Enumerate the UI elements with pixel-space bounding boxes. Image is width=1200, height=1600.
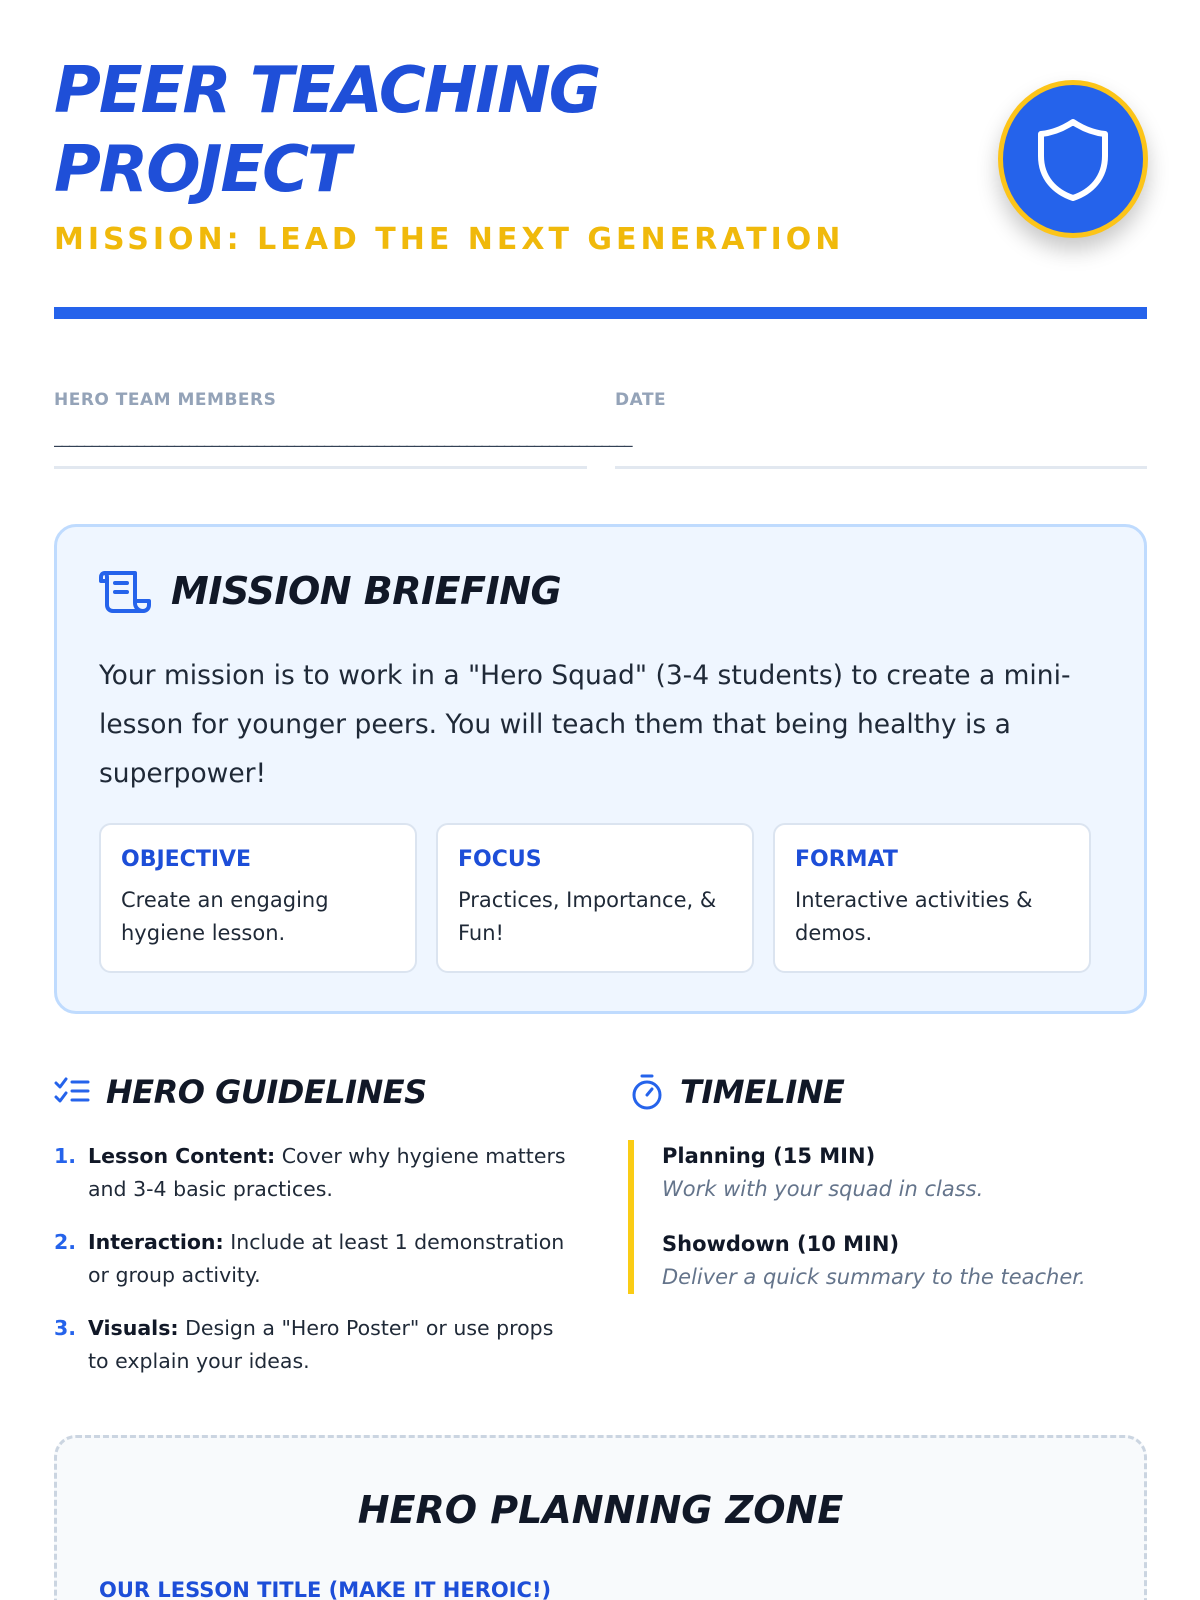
guideline-heading: Lesson Content:	[88, 1144, 276, 1168]
page-title	[54, 52, 814, 210]
focus-card	[436, 823, 754, 973]
guideline-heading: Interaction:	[88, 1230, 224, 1254]
shield-badge	[998, 80, 1148, 238]
briefing-header	[99, 567, 561, 615]
stopwatch-icon	[630, 1073, 664, 1111]
timeline-title: TIMELINE	[680, 1073, 845, 1111]
scroll-icon	[99, 567, 151, 615]
list-item	[54, 1140, 574, 1206]
date-underline	[615, 466, 1147, 469]
card-text: Interactive activities & demos.	[795, 888, 1033, 945]
format-card	[773, 823, 1091, 973]
list-item	[54, 1312, 574, 1378]
team-members-underline	[54, 466, 587, 469]
timeline-list	[628, 1140, 1138, 1294]
card-text: Create an engaging hygiene lesson.	[121, 888, 329, 945]
list-number: 2.	[54, 1230, 77, 1254]
list-item	[54, 1226, 574, 1292]
date-label: DATE	[615, 390, 667, 410]
page-subtitle: MISSION: LEAD THE NEXT GENERATION	[54, 222, 845, 257]
timeline-item-title: Planning (15 MIN)	[662, 1144, 876, 1168]
guideline-heading: Visuals:	[88, 1316, 179, 1340]
card-label: OBJECTIVE	[121, 847, 252, 872]
guideline-text: Cover why hygiene matters and 3-4 basic practices.	[88, 1144, 566, 1201]
checklist-icon	[54, 1077, 90, 1107]
timeline-item-title: Showdown (10 MIN)	[662, 1232, 900, 1256]
title-line-2: PROJECT	[54, 133, 349, 207]
worksheet-page	[54, 0, 1147, 1600]
timeline-item	[662, 1228, 1138, 1294]
timeline-item-desc: Deliver a quick summary to the teacher.	[662, 1265, 1086, 1289]
team-members-label: HERO TEAM MEMBERS	[54, 390, 277, 410]
timeline-item	[662, 1140, 1138, 1206]
list-number: 3.	[54, 1316, 77, 1340]
title-line-1: PEER TEACHING	[54, 54, 600, 128]
mission-briefing-panel	[54, 524, 1147, 1014]
shield-icon	[1033, 116, 1113, 202]
guidelines-header	[54, 1073, 427, 1111]
guideline-text: Include at least 1 demonstration or group activity.	[88, 1230, 565, 1287]
card-text: Practices, Importance, & Fun!	[458, 888, 717, 945]
timeline-header	[630, 1073, 844, 1111]
header-rule	[54, 307, 1147, 319]
guidelines-title: HERO GUIDELINES	[106, 1073, 427, 1111]
list-number: 1.	[54, 1144, 77, 1168]
briefing-text: Your mission is to work in a "Hero Squad" (3-4 students) to create a mini-lesson for younger peers. You will teach them that being healthy is a superpower!	[99, 660, 1071, 789]
card-label: FOCUS	[458, 847, 542, 872]
planning-zone	[54, 1435, 1147, 1600]
guideline-text: Design a "Hero Poster" or use props to explain your ideas.	[88, 1316, 554, 1373]
team-members-field[interactable]: _____________________________________________________________________________	[54, 428, 632, 448]
briefing-title: MISSION BRIEFING	[171, 569, 562, 613]
timeline-item-desc: Work with your squad in class.	[662, 1177, 984, 1201]
card-label: FORMAT	[795, 847, 898, 872]
lesson-title-label: OUR LESSON TITLE (MAKE IT HEROIC!)	[99, 1578, 552, 1600]
objective-card	[99, 823, 417, 973]
planning-title: HERO PLANNING ZONE	[357, 1488, 844, 1532]
guidelines-list	[54, 1140, 574, 1398]
